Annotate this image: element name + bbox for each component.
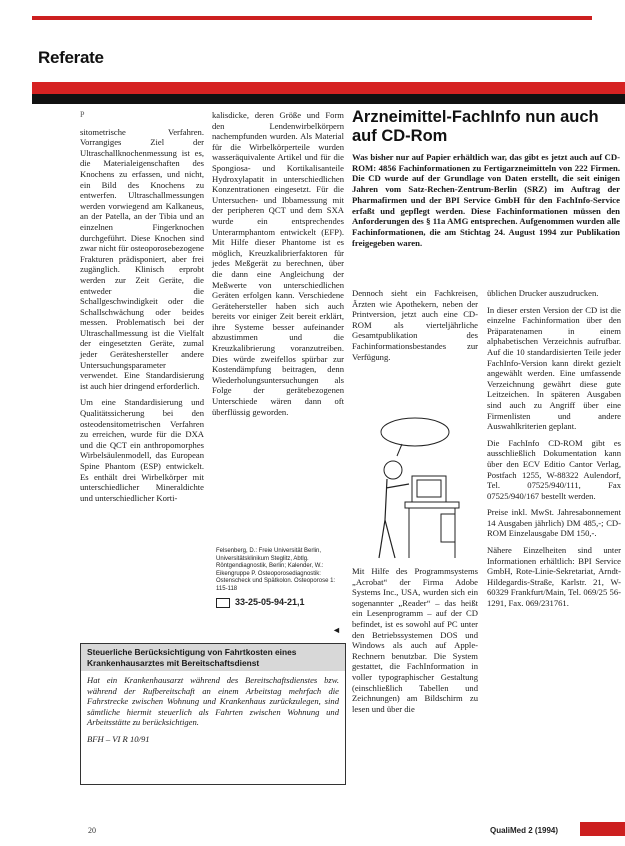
column-2 (212, 110, 344, 423)
source-citation (216, 548, 342, 608)
footer-red-bar (580, 822, 625, 836)
arrow-left-icon: ◄ (332, 625, 341, 635)
col3-paragraph-1: Dennoch sieht ein Fachkreisen, Ärzten wie Apothekern, neben der Printversion, jetzt auch eine CD-ROM als vierteljährliche Gesamtpublikation des Fachinformationsbestandes zur Verfügung. (352, 288, 478, 362)
top-rule (32, 16, 592, 20)
column-3 (352, 288, 478, 368)
col1-paragraph-1: sitometrische Verfahren. Vorrangiges Ziel der Ultraschallknochenmessung ist es, die Materialeigenschaften des Knochens zu erfassen, und nicht, ein Bild des Knochens zu entwerfen. Ultraschallmessungen werden vorwiegend am Kalkaneus, an der Patella, an der Tibia und an einzelnen Fingerknochen durchgeführt. Diese Knochen sind zwar nicht für osteoporosebezogene Frakturen prädisponiert, aber frei zugänglich. Klinisch erprobt werden zur Zeit Geräte, die entweder die Schallgeschwindigkeit oder die Schallschwächung oder beides messen. Problematisch bei der Ultraschallmessung ist die Vielfalt der eingesetzten Geräte, zumal jeder Geräteshersteller andere Untersuchungsparameter verwendet. Eine Standardisierung ist auch hier dringend erforderlich. (80, 126, 204, 391)
col4-paragraph-5: Nähere Einzelheiten sind unter Informationen erhältlich: BPI Service GmbH, Rote-Linie-Sekretariat, Arndt-Hildegardis-Straße, Karlstr. 21, W-60329 Frankfurt/Main, Tel. 069/25 56-1291, Fax. 069/231761. (487, 545, 621, 609)
tax-info-box (80, 643, 346, 785)
col4-paragraph-2: In dieser ersten Version der CD ist die einzelne Fachinformation über den Präparatenamen in einem alphabetischen Verzeichnis aufrufbar. Auf die 10 standardisierten Teile jeder FachInfo-Version kann direkt gezielt angewählt werden. Eine umfassende Verzeichnung gewährt diese gute Leitzeichen. In späteren Ausgaben sind auch zu Angriff über eine Firmenlisten und andere Auswahlkriterien geplant. (487, 304, 621, 432)
page-number: 20 (88, 826, 96, 835)
column-4 (487, 288, 621, 615)
col4-paragraph-3: Die FachInfo CD-ROM gibt es ausschließlich Dokumentation kann über den ECV Editio Cantor Verlag, Postfach 1255, W-88322 Aulendorf, Tel. 07525/940/111, Fax 07525/940/167 bestellt werden. (487, 437, 621, 501)
envelope-icon (216, 598, 230, 608)
col1-paragraph-2: Um eine Standardisierung und Qualitätssicherung bei den osteodensitometrischen Verfahren zu erreichen, wurde für die DXA und die QCT ein anthropomorphes Wirbelsäulenmodell, das European Spine Phantom (ESP) entwickelt. Es enthält drei Wirbelkörper mit unterschiedlicher Mineraldichte und unterschiedlicher Korti- (80, 397, 204, 503)
black-header-band (32, 94, 625, 104)
box-body: Hat ein Krankenhausarzt während des Bereitschaftsdienstes bzw. während der Rufbereitschaft an einem Arbeitstag mehrfach die Fahrstrecke zwischen Wohnung und Krankenhaus zurückzulegen, sind sämtliche hiermit steuerlich als Fahrten zwischen Wohnung und Arbeitsstätte zu berücksichtigen. (87, 675, 339, 728)
col3b-paragraph-1: Mit Hilfe des Programmsystems „Acrobat“ der Firma Adobe Systems Inc., USA, wurden sich ein sogenannter „Reader“ – das heißt ein Lesenprogramm – auf der CD befindet, ist es sowohl auf PC unter den Betriebssystemen DOS und Windows als auch auf Apple-Rechnern benutzbar. Die System gestattet, die FachInformation in voller typographischer Gestaltung (einschließlich Tabellen und Zeichnungen) am Bildschirm zu lesen und über die (352, 566, 478, 714)
col1-marker: P (80, 110, 85, 119)
section-heading: Referate (38, 48, 104, 67)
journal-footer: QualiMed 2 (1994) (490, 826, 559, 835)
box-reference: BFH – VI R 10/91 (87, 733, 150, 744)
source-code-row (216, 598, 342, 608)
box-header: Steuerliche Berücksichtigung von Fahrtkosten eines Krankenhausarztes mit Bereitschaftsdienst (81, 644, 345, 671)
col4-paragraph-1: üblichen Drucker auszudrucken. (487, 288, 599, 298)
source-lines: Felsenberg, D.: Freie Universität Berlin, Universitätsklinikum Steglitz, Abtlg. Röntgendiagnostik, Berlin; Kalender, W.: Eikengruppe P. Osteoporosediagnostik: Ostenscheck und Spätkolon. Osteoporose 1: 115-118 (216, 548, 336, 592)
column-1 (80, 110, 204, 509)
article-lead: Was bisher nur auf Papier erhältlich war, das gibt es jetzt auch auf CD-ROM: 4856 Fachinformationen zu Fertigarzneimitteln von 222 Firmen. Die CD wurde auf der Grundlage von Daten erstellt, die seit einigen Jahren vom Satz-Rechen-Zentrum-Berlin (SRZ) im Auftrag der Pharmafirmen und der BPI Service GmbH für den FachInfo-Service erfaßt und gepflegt werden. Diese Fachinformationen müssen den Anforderungen des § 11a AMG entsprechen. Aufgenommen wurden alle Fachinformationen, die am Stichtag 24. August 1994 zur Publikation freigegeben waren. (352, 152, 620, 248)
source-code: 33-25-05-94-21,1 (235, 596, 305, 607)
col2-paragraph-1: kalisdicke, deren Größe und Form den Lendenwirbelkörpern nachempfunden wurden. Als Material für die Wirbelkörperteile wurden wasseräquivalente Artikel und für die Spongiosa- und Kortikalisanteile Hydroxylapatit in unterschiedlichen Konzentrationen eingesetzt. Für die Untersuchen- und Ibbamessung mit der peripheren QCT und dem SXA wurde ein entsprechendes Unterarmphantom entwickelt (EFP). Mit Hilfe dieser Phantome ist es möglich, Kreuzkalibrierfaktoren für jedes Meßgerät zu berechnen, über die dann eine Angleichung der Meßwerte von unterschiedlichen Geräten erfolgen kann. Verschiedene Gerätehersteller haben sich auch bereits vor einiger Zeit bereit erklärt, ihre Systeme besser aufeinander abzustimmen und die Kreuzkalibrierung voranzutreiben. Dies würde zweifellos spürbar zur Kostendämpfung beitragen, denn Wiederholungsuntersuchungen als Folge der gerätebezogenen Unterschiede wären dann oft überflüssig geworden. (212, 110, 344, 417)
cartoon-illustration (357, 410, 475, 562)
column-3b (352, 566, 478, 720)
red-header-band (32, 82, 625, 94)
col4-paragraph-4: Preise inkl. MwSt. Jahresabonnement 14 Ausgaben jährlich) DM 485,-; CD-ROM Einzelausgabe DM 150,-. (487, 507, 621, 539)
article-title: Arzneimittel-FachInfo nun auch auf CD-Rom (352, 108, 599, 145)
